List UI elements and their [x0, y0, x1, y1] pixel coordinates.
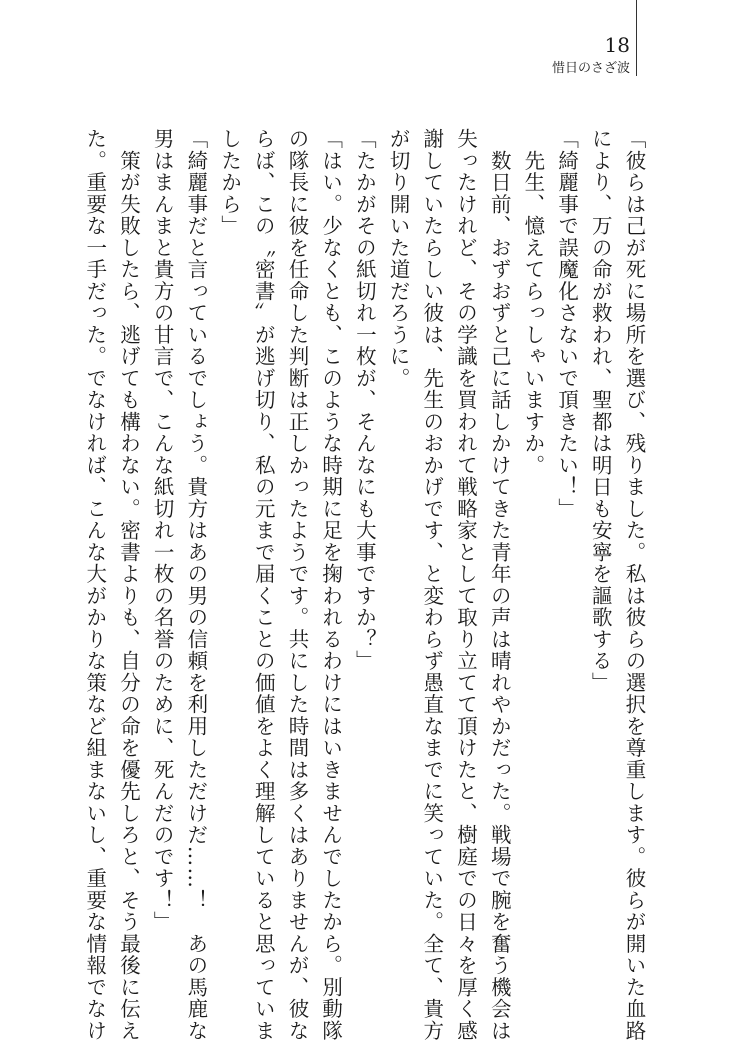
text-line: 「綺麗事で誤魔化さないで頂きたい！」 — [554, 128, 579, 520]
text-line: したから」 — [217, 128, 242, 237]
text-line: 策が失敗したら、逃げても構わない。密書よりも、自分の命を優先しろと、そう最後に伝え — [116, 128, 141, 1042]
running-title: 惜日のさざ波 — [551, 61, 630, 76]
text-line: らば、この〝密書〟が逃げ切り、私の元まで届くことの価値をよく理解していると思っていま — [251, 128, 276, 1042]
text-line: 「はい。少なくとも、このような時期に足を掬われるわけにはいきませんでしたから。別動隊 — [318, 128, 343, 1042]
text-line: 失ったけれど、その学識を買われて戦略家として取り立てて頂けたと、樹庭での日々を厚く感 — [453, 128, 478, 1042]
text-line: の隊長に彼を任命した判断は正しかったようです。共にした時間は多くはありませんが、彼な — [284, 128, 309, 1042]
header-rule — [636, 0, 637, 76]
text-line: が切り開いた道だろうに。 — [386, 128, 411, 389]
text-line: 「たかがその紙切れ一枚が、そんなにも大事ですか？」 — [352, 128, 377, 672]
text-line: 「彼らは己が死に場所を選び、残りました。私は彼らの選択を尊重します。彼らが開いた血路 — [622, 128, 646, 1042]
text-line: 謝していたらしい彼は、先生のおかげです、と変わらず愚直なまでに笑っていた。全て、貴方 — [419, 128, 444, 1042]
text-line: により、万の命が救われ、聖都は明日も安寧を謳歌する」 — [588, 128, 613, 694]
text-line: た。重要な一手だった。でなければ、こんな大がかりな策など組まないし、重要な情報でなけ — [82, 128, 107, 1042]
page-number: 18 — [604, 33, 630, 57]
text-line: 先生、憶えてらっしゃいますか。 — [520, 128, 545, 476]
body-text — [82, 128, 650, 1042]
text-line: 数日前、おずおずと己に話しかけてきた青年の声は晴れやかだった。戦場で腕を奮う機会は — [487, 128, 512, 1042]
text-line: 「綺麗事だと言っているでしょう。貴方はあの男の信頼を利用しただけだ……！ あの馬鹿な — [183, 128, 208, 1042]
text-line: 男はまんまと貴方の甘言で、こんな紙切れ一枚の名誉のために、死んだのです！」 — [150, 128, 175, 933]
